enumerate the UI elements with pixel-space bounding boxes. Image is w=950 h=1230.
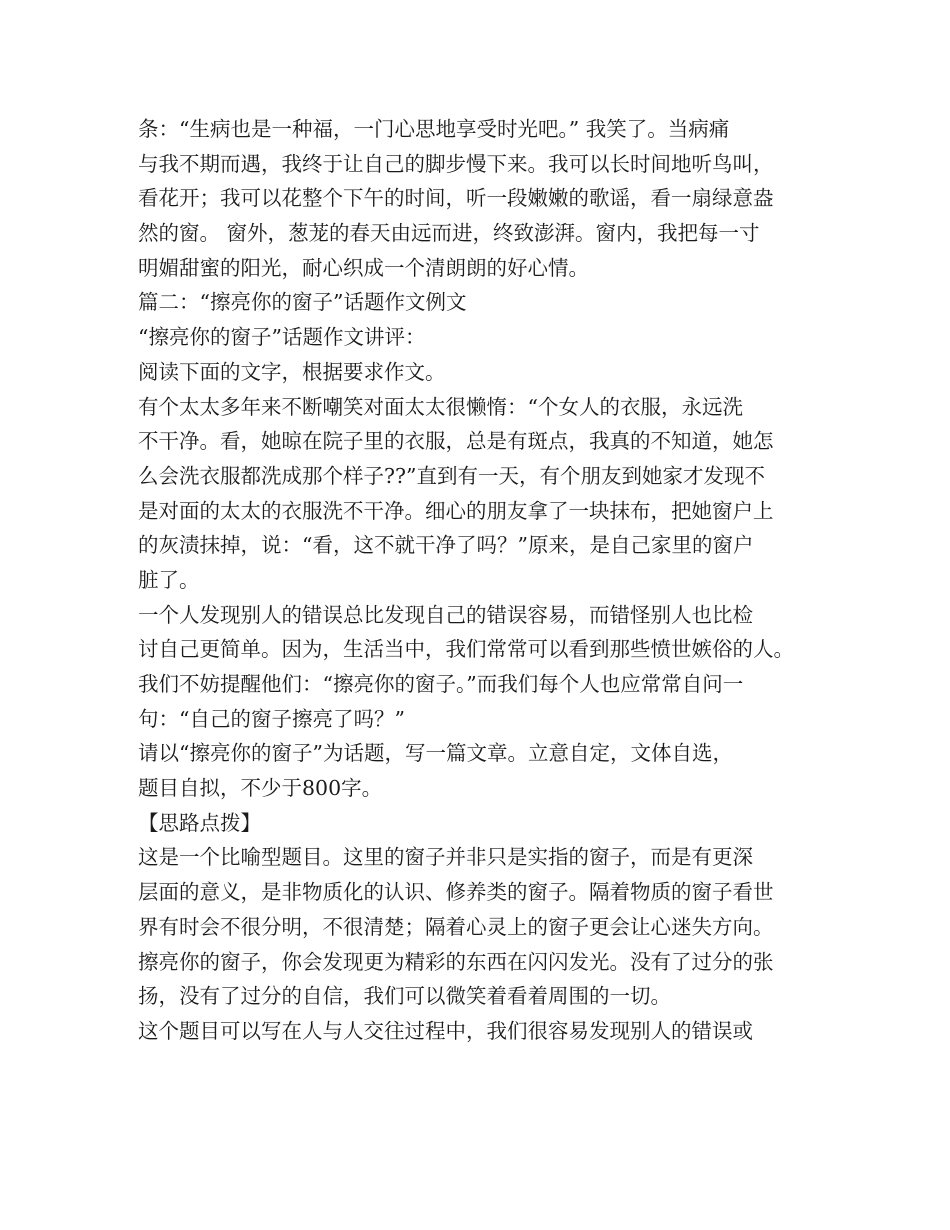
- text-line: “擦亮你的窗子”话题作文讲评：: [138, 325, 426, 350]
- text-line: 有个太太多年来不断嘲笑对面太太很懒惰：“个女人的衣服，永远洗: [138, 394, 743, 419]
- text-line: 讨自己更简单。因为，生活当中，我们常常可以看到那些愤世嫉俗的人。: [138, 637, 794, 662]
- text-line: 请以“擦亮你的窗子”为话题，写一篇文章。立意自定，文体自选，: [138, 741, 733, 766]
- text-line: 这个题目可以写在人与人交往过程中，我们很容易发现别人的错误或: [138, 1018, 753, 1043]
- text-line: 我们不妨提醒他们：“擦亮你的窗子。”而我们每个人也应常常自问一: [138, 672, 744, 696]
- subheading: 【思路点拨】: [138, 810, 261, 835]
- text-line: 条：“生病也是一种福，一门心思地享受时光吧。” 我笑了。当病痛: [138, 117, 730, 141]
- text-line: 然的窗。 窗外，葱茏的春天由远而进，终致澎湃。窗内，我把每一寸: [138, 221, 760, 246]
- text-line: 阅读下面的文字，根据要求作文。: [138, 359, 446, 384]
- text-line: 层面的意义，是非物质化的认识、修养类的窗子。隔着物质的窗子看世: [138, 880, 774, 905]
- text-line: 么会洗衣服都洗成那个样子??”直到有一天，有个朋友到她家才发现不: [138, 463, 765, 488]
- text-line: 明媚甜蜜的阳光，耐心织成一个清朗朗的好心情。: [138, 255, 589, 280]
- text-line: 是对面的太太的衣服洗不干净。细心的朋友拿了一块抹布，把她窗户上: [138, 498, 774, 523]
- section-heading: 篇二：“擦亮你的窗子”话题作文例文: [138, 290, 467, 315]
- text-line: 的灰渍抹掉，说：“看，这不就干净了吗？”原来，是自己家里的窗户: [138, 533, 754, 558]
- text-line: 句：“自己的窗子擦亮了吗？”: [138, 706, 405, 731]
- text-line: 擦亮你的窗子，你会发现更为精彩的东西在闪闪发光。没有了过分的张: [138, 949, 774, 974]
- text-line: 看花开；我可以花整个下午的时间，听一段嫩嫩的歌谣，看一扇绿意盎: [138, 186, 774, 211]
- text-line: 界有时会不很分明，不很清楚；隔着心灵上的窗子更会让心迷失方向。: [138, 914, 774, 939]
- document-body: [138, 112, 828, 1049]
- text-line: 不干净。看，她晾在院子里的衣服，总是有斑点，我真的不知道，她怎: [138, 429, 774, 454]
- text-line: 题目自拟，不少于800字。: [138, 776, 383, 801]
- text-line: 与我不期而遇，我终于让自己的脚步慢下来。我可以长时间地听鸟叫，: [138, 151, 774, 176]
- text-line: 这是一个比喻型题目。这里的窗子并非只是实指的窗子，而是有更深: [138, 845, 753, 870]
- text-line: 脏了。: [138, 567, 200, 592]
- text-line: 一个人发现别人的错误总比发现自己的错误容易，而错怪别人也比检: [138, 602, 753, 627]
- text-line: 扬，没有了过分的自信，我们可以微笑着看着周围的一切。: [138, 984, 671, 1009]
